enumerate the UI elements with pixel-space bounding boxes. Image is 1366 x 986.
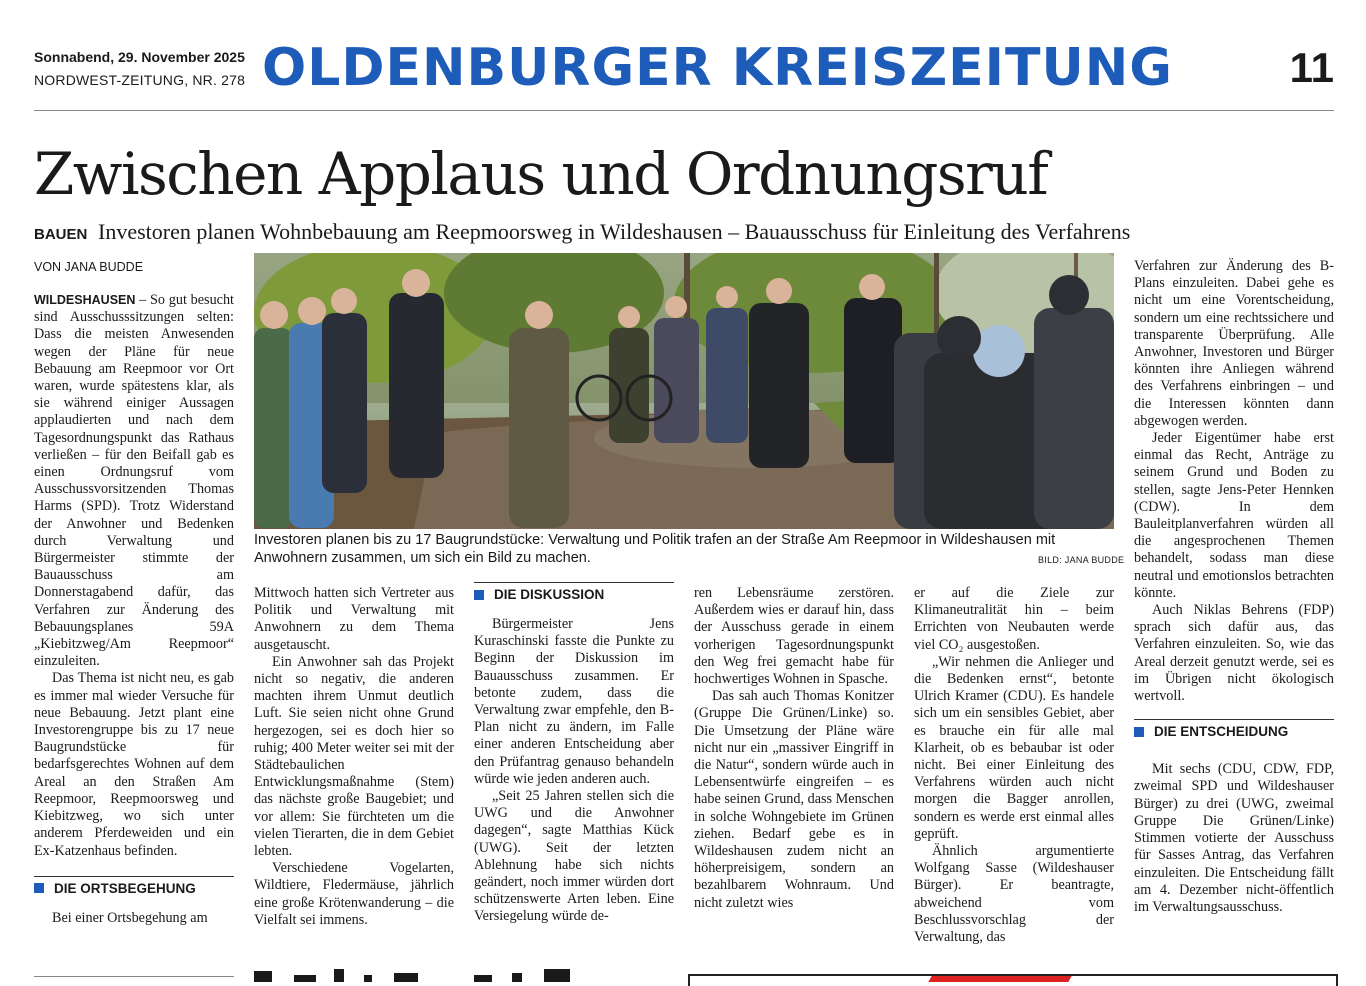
- bottom-rule: [34, 976, 234, 977]
- article-headline: Zwischen Applaus und Ordnungsruf: [34, 140, 1048, 208]
- section-heading-entscheidung: [1134, 719, 1334, 739]
- article-paragraph: Verschiedene Vogelarten, Wildtiere, Fledermäuse, jährlich eine große Krötenwanderung – die Vielfalt sei immens.: [254, 860, 454, 928]
- article-column-6: [1134, 258, 1334, 916]
- page-number: 11: [1289, 44, 1334, 91]
- article-paragraph: Bürgermeister Jens Kuraschinski fasste die Punkte zu Beginn der Diskussion im Bauausschuss zusammen. Er betonte zudem, dass die Verwaltung zwar empfehle, den B-Plan nicht zu ändern, im Falle einer anderen Entscheidung aber den Prüfantrag genauso behandeln würde wie jeden anderen auch.: [474, 616, 674, 787]
- section-heading-diskussion: [474, 582, 674, 602]
- article-paragraph: „Wir nehmen die Anlieger und die Bedenken ernst“, betonte Ulrich Kramer (CDU). Es handele sich um ein sensibles Gebiet, aber es brauche ein für alle mal Klarheit, ob es bebaubar ist oder nicht. Bei einer Einleitung des Verfahrens würden auch nicht morgen die Bagger anrollen, sondern es werde erst einmal alles geprüft.: [914, 653, 1114, 842]
- group-meeting-photo: [254, 253, 1114, 529]
- edition-line: NORDWEST-ZEITUNG, NR. 278: [34, 72, 246, 88]
- issue-date: Sonnabend, 29. November 2025: [34, 49, 245, 65]
- article-paragraph: Verfahren zur Änderung des B-Plans einzuleiten. Dabei gehe es nicht um eine Vorentscheidung, sondern um eine rechtssichere und transparente Überprüfung. Alle Anwohner, Investoren und Bürger könnten ihre Anliegen während des Verfahrens einbringen – und die Interessen könnten dann abgewogen werden.: [1134, 258, 1334, 429]
- cropped-headline-glyphs: [254, 969, 584, 982]
- bottom-advert-red-stripe: [928, 976, 1071, 982]
- article-paragraph: Ein Anwohner sah das Projekt nicht so negativ, die anderen machten ihrem Unmut deutlich Luft. Sie seien nicht ohne Grund hergezogen, sei es doch hier so ruhig; 400 Meter weiter sei mit der Städtebaulichen Entwicklungsmaßnahme (Stem) das nächste große Baugebiet; und vor allem: Sie fürchteten um die vielen Tierarten, die in dem Gebiet lebten.: [254, 653, 454, 860]
- article-paragraph: Ähnlich argumentierte Wolfgang Sasse (Wildeshauser Bürger). Er beantragte, abweichend vom Beschlussvorschlag der Verwaltung, das: [914, 843, 1114, 946]
- photo-credit: BILD: JANA BUDDE: [1038, 555, 1125, 565]
- article-column-3: [474, 578, 674, 926]
- article-subhead: Investoren planen Wohnbebauung am Reepmoorsweg in Wildeshausen – Bauausschuss für Einleitung des Verfahrens: [98, 219, 1131, 244]
- dateline: WILDESHAUSEN: [34, 293, 136, 307]
- article-column-1: [34, 292, 234, 927]
- paragraph-text: – So gut besucht sind Ausschusssitzungen selten: Dass die meisten Anwesenden wegen der Pläne für neue Bebauung am Reepmoor vor Ort waren, wurde spätestens klar, als sie während einiger Aussagen applaudierten und nach dem Tagesordnungspunkt das Rathaus verließen – für den Beifall gab es einen Ordnungsruf vom Ausschussvorsitzenden Thomas Harms (SPD). Trotz Widerstand der Anwohner und Bedenken durch Verwaltung und Bürgermeister stimmte der Bauausschuss am Donnerstagabend dafür, das Verfahren zur Änderung des Bebauungsplanes 59A „Kiebitzweg/Am Reepmoor“ einzuleiten.: [34, 292, 234, 670]
- article-column-5: [914, 585, 1114, 946]
- section-heading-label: DIE DISKUSSION: [494, 587, 605, 602]
- article-column-4: [694, 585, 894, 912]
- article-column-2: [254, 585, 454, 929]
- next-article-headline-fragment: [254, 968, 584, 982]
- article-paragraph: Auch Niklas Behrens (FDP) sprach sich dafür aus, das Verfahren einzuleiten. So, wie das Areal derzeit genutzt werde, sei es im Übrigen nicht ökologisch wertvoll.: [1134, 602, 1334, 705]
- article-paragraph: Mittwoch hatten sich Vertreter aus Politik und Verwaltung mit Anwohnern zu dem Thema ausgetauscht.: [254, 585, 454, 653]
- article-paragraph: Das Thema ist nicht neu, es gab es immer mal wieder Versuche für neue Bebauung. Jetzt plant eine Investorengruppe bis zu 17 neue Baugrundstücke für bedarfsgerechtes Wohnen auf dem Areal an den Straßen Am Reepmoor, Reepmoorsweg und Kiebitzweg, wo sich unter anderem Pferdeweiden und ein Ex-Katzenhaus befinden.: [34, 670, 234, 859]
- newspaper-title: OLDENBURGER KREISZEITUNG: [262, 38, 1173, 98]
- article-paragraph: ren Lebensräume zerstören. Außerdem wies er darauf hin, dass der Ausschuss gerade in einem vorherigen Tagesordnungspunkt den Weg frei gemacht habe für hochwertiges Wohnen in Spasche.: [694, 585, 894, 688]
- article-paragraph: Mit sechs (CDU, CDW, FDP, zweimal SPD und Wildeshauser Bürger) zu drei (UWG, zweimal Gruppe Die Grünen/Linke) Stimmen votierte der Ausschuss für Sasses Antrag, das Verfahren einzuleiten. Die Entscheidung fällt am 4. Dezember nicht-öffentlich im Verwaltungsausschuss.: [1134, 761, 1334, 915]
- section-square-icon: [474, 590, 484, 600]
- section-heading-ortsbegehung: [34, 876, 234, 896]
- article-paragraph: „Seit 25 Jahren stellen sich die UWG und die Anwohner dagegen“, sagte Matthias Kück (UWG). Seit der letzten Ablehnung habe sich nichts geändert, noch immer würden dort schützenswerte Arten leben. Eine Versiegelung würde de-: [474, 788, 674, 925]
- photo-caption: Investoren planen bis zu 17 Baugrundstücke: Verwaltung und Politik trafen an der Straße Am Reepmoor in Wildeshausen mit Anwohnern zusammen, um sich ein Bild zu machen.: [254, 532, 1056, 566]
- masthead-rule: [34, 110, 1334, 111]
- article-paragraph: Jeder Eigentümer habe erst einmal das Recht, Anträge zu seinem Grund und Boden zu stellen, sagte Jens-Peter Hennken (CDW). In dem Bauleitplanverfahren würden all die angesprochenen Themen behandelt, sodass man diese neutral und emotionslos betrachten könnte.: [1134, 430, 1334, 601]
- article-paragraph: Das sah auch Thomas Konitzer (Gruppe Die Grünen/Linke) so. Die Umsetzung der Pläne wäre nicht nur ein „massiver Eingriff in die Natur“, sondern würde auch in Lebensentwürfe eingreifen – es habe seinen Grund, dass Menschen in solche Wohngebiete im Grünen ziehen. Bedarf gebe es in Wildeshausen zudem nicht an höherpreisigem, sondern an bezahlbarem Wohnraum. Und nicht zuletzt wies: [694, 688, 894, 911]
- article-byline: VON JANA BUDDE: [34, 260, 144, 274]
- section-square-icon: [1134, 727, 1144, 737]
- article-kicker: BAUEN: [34, 226, 88, 243]
- section-heading-label: DIE ORTSBEGEHUNG: [54, 880, 196, 896]
- section-heading-label: DIE ENTSCHEIDUNG: [1154, 724, 1289, 740]
- article-paragraph: [34, 292, 234, 670]
- article-photo: [254, 253, 1114, 529]
- article-paragraph: Bei einer Ortsbegehung am: [52, 909, 208, 926]
- article-paragraph: er auf die Ziele zur Klimaneutralität hin – beim Errichten von Neubauten werde viel CO₂ ausgestoßen.: [914, 585, 1114, 653]
- section-square-icon: [34, 883, 44, 893]
